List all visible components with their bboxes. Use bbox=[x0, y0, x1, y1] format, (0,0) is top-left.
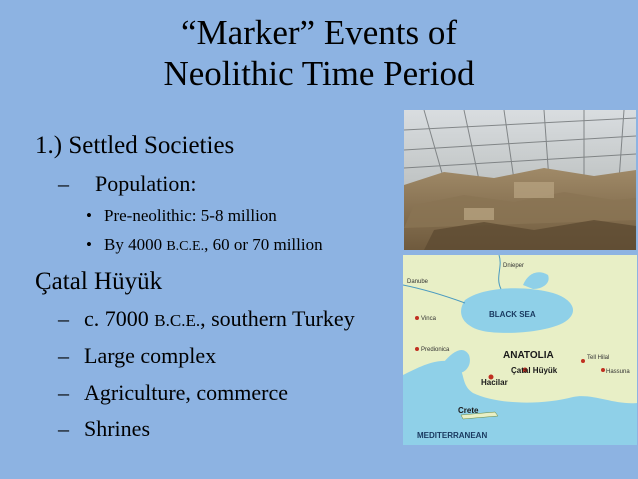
dash-marker: – bbox=[58, 306, 69, 331]
site-marker bbox=[415, 347, 419, 351]
population-item: Population: bbox=[95, 171, 197, 196]
section-heading-settled-societies: 1.) Settled Societies bbox=[35, 132, 235, 159]
bce-smallcaps: B.C.E. bbox=[166, 239, 205, 254]
map-label-anatolia: ANATOLIA bbox=[503, 350, 554, 361]
item-shrines: Shrines bbox=[84, 416, 150, 441]
bullet-text: By 4000 bbox=[104, 235, 167, 254]
map-label-hacilar: Hacilar bbox=[481, 378, 508, 387]
map-label-danube: Danube bbox=[407, 279, 429, 285]
dash-marker: – bbox=[58, 171, 69, 196]
bullet-marker: • bbox=[86, 206, 92, 225]
map-label-predionica: Predionica bbox=[421, 347, 450, 353]
title-line-2: Neolithic Time Period bbox=[163, 54, 475, 93]
map-label-vinca: Vinca bbox=[421, 316, 436, 322]
bullet-4000-bce bbox=[104, 234, 323, 258]
title-line-1: “Marker” Events of bbox=[181, 13, 457, 52]
dash-marker: – bbox=[58, 343, 69, 368]
bullet-text-tail: , 60 or 70 million bbox=[204, 235, 323, 254]
dash-marker: – bbox=[58, 416, 69, 441]
excavation-photo bbox=[404, 110, 636, 250]
slide-title bbox=[0, 12, 638, 94]
map-label-hassuna: Hassuna bbox=[606, 369, 630, 375]
map-label-tell-hilal: Tell Hilal bbox=[587, 355, 610, 361]
site-marker bbox=[601, 368, 605, 372]
map-label-dnieper: Dnieper bbox=[503, 263, 525, 269]
item-7000-bce bbox=[84, 306, 355, 334]
item-text: c. 7000 bbox=[84, 306, 155, 331]
map-label-crete: Crete bbox=[458, 406, 479, 415]
bullet-marker: • bbox=[86, 235, 92, 254]
anatolia-map bbox=[403, 255, 637, 445]
bce-smallcaps: B.C.E. bbox=[154, 311, 201, 330]
map-label-mediterranean: MEDITERRANEAN bbox=[417, 431, 488, 440]
site-marker bbox=[415, 316, 419, 320]
site-marker bbox=[581, 359, 585, 363]
item-agriculture: Agriculture, commerce bbox=[84, 380, 289, 405]
map-label-black-sea: BLACK SEA bbox=[489, 310, 536, 319]
item-text-tail: , southern Turkey bbox=[200, 306, 355, 331]
section-heading-catal-huyuk: Çatal Hüyük bbox=[35, 268, 163, 295]
map-label-catal: Çatal Hüyük bbox=[511, 366, 558, 375]
bullet-pre-neolithic: Pre-neolithic: 5-8 million bbox=[104, 206, 277, 225]
item-large-complex: Large complex bbox=[84, 343, 217, 368]
dash-marker: – bbox=[58, 380, 69, 405]
